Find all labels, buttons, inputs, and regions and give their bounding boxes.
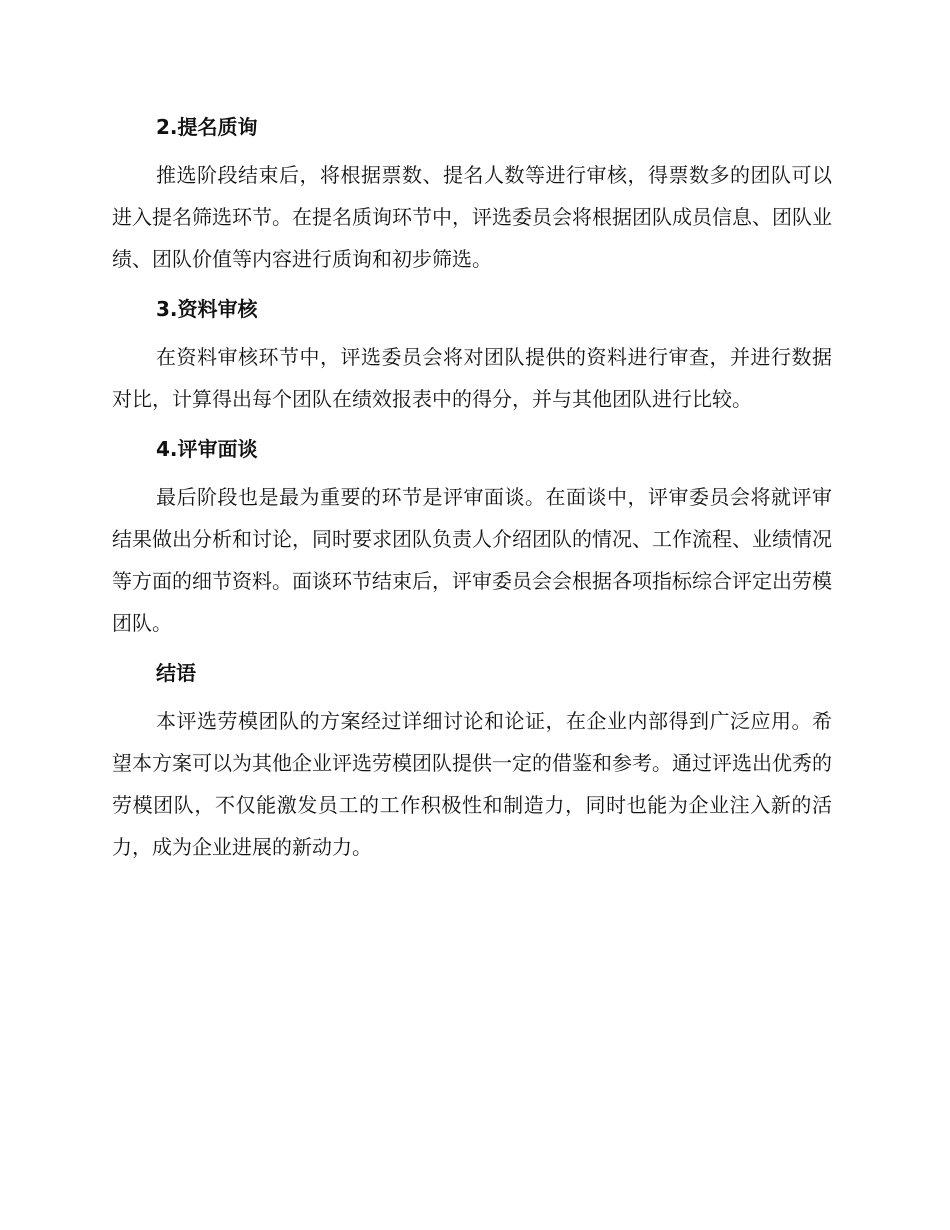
section-paragraph-conclusion: 本评选劳模团队的方案经过详细讨论和论证，在企业内部得到广泛应用。希望本方案可以为其他企业评选劳模团队提供一定的借鉴和参考。通过评选出优秀的劳模团队，不仅能激发员工的工作积极性和制造力，同时也能为企业注入新的活力，成为企业进展的新动力。	[112, 709, 832, 859]
section-paragraph-nomination-inquiry: 推选阶段结束后，将根据票数、提名人数等进行审核，得票数多的团队可以进入提名筛选环节。在提名质询环节中，评选委员会将根据团队成员信息、团队业绩、团队价值等内容进行质询和初步筛选。	[112, 163, 832, 271]
section-heading-interview: 4.评审面谈	[156, 437, 258, 461]
section-heading-conclusion: 结语	[156, 661, 196, 685]
section-paragraph-document-review: 在资料审核环节中，评选委员会将对团队提供的资料进行审查，并进行数据对比，计算得出每个团队在绩效报表中的得分，并与其他团队进行比较。	[112, 345, 832, 411]
section-heading-document-review: 3.资料审核	[156, 297, 258, 321]
section-paragraph-interview: 最后阶段也是最为重要的环节是评审面谈。在面谈中，评审委员会将就评审结果做出分析和讨论，同时要求团队负责人介绍团队的情况、工作流程、业绩情况等方面的细节资料。面谈环节结束后，评审委员会会根据各项指标综合评定出劳模团队。	[112, 485, 832, 635]
document-body	[112, 104, 832, 868]
section-heading-nomination-inquiry: 2.提名质询	[156, 115, 258, 139]
